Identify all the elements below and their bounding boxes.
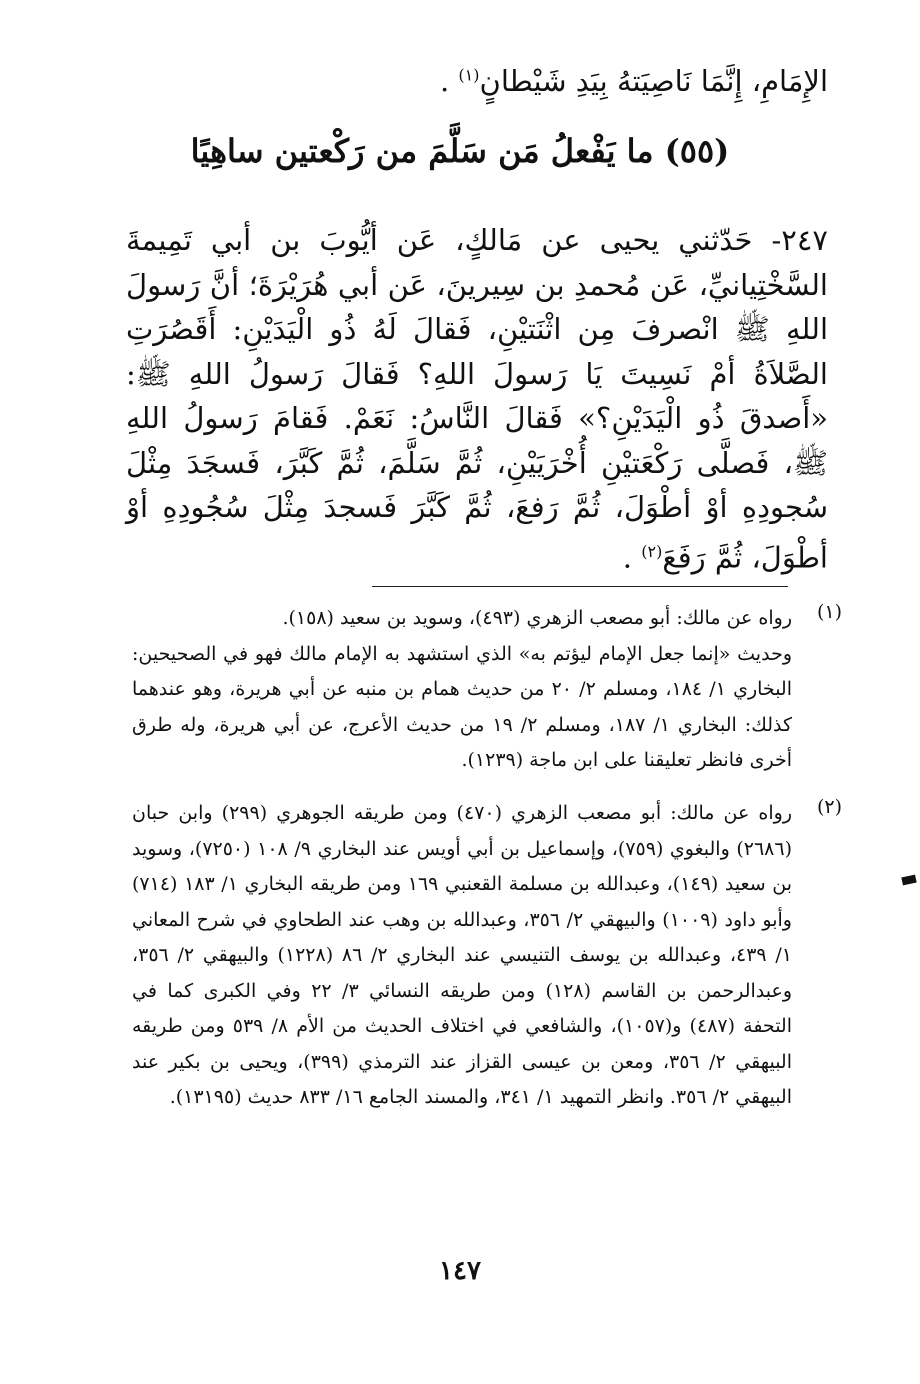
scan-mark: [901, 875, 916, 886]
footnote-2-paragraph-1: رواه عن مالك: أبو مصعب الزهري (٤٧٠) ومن طريقه الجوهري (٢٩٩) وابن حبان (٢٦٨٦) والبغوي (٧٥٩)، وإسماعيل بن أبي أويس عند البخاري ٩/ ١٠٨ (٧٢٥٠)، وسويد بن سعيد (١٤٩)، وعبدالله بن مسلمة القعنبي ١٦٩ ومن طريقه البخاري ١/ ١٨٣ (٧١٤) وأبو داود (١٠٠٩) والبيهقي ٢/ ٣٥٦، وعبدالله بن وهب عند الطحاوي في شرح المعاني ١/ ٤٣٩، وعبدالله بن يوسف التنيسي عند البخاري ٢/ ٨٦ (١٢٢٨) والبيهقي ٢/ ٣٥٦، وعبدالرحمن بن القاسم (١٢٨) ومن طريقه النسائي ٣/ ٢٢ وفي الكبرى كما في التحفة (٤٨٧) و(١٠٥٧)، والشافعي في اختلاف الحديث من الأم ٨/ ٥٣٩ ومن طريقه البيهقي ٢/ ٣٥٦، ومعن بن عيسى القزاز عند الترمذي (٣٩٩)، ويحيى بن بكير عند البيهقي ٢/ ٣٥٦. وانظر التمهيد ١/ ٣٤١، والمسند الجامع ١٦/ ٨٣٣ حديث (١٣١٩٥).: [132, 802, 793, 1108]
footnote-ref-2: (٢): [641, 541, 663, 561]
hadith-end: .: [622, 540, 642, 575]
continuation-text: الإِمَامِ، إِنَّمَا نَاصِيَتهُ بِيَدِ شَيْطانٍ: [479, 64, 828, 98]
hadith-paragraph: [126, 218, 828, 580]
continuation-end: .: [439, 64, 459, 98]
footnote-1-paragraph-2: وحديث «إنما جعل الإمام ليؤتم به» الذي استشهد به الإمام مالك فهو في الصحيحين: البخاري ١/ ١٨٤، ومسلم ٢/ ٢٠ من حديث همام بن منبه عن أبي هريرة، وهو عندهما كذلك: البخاري ١/ ١٨٧، ومسلم ٢/ ١٩ من حديث الأعرج، عن أبي هريرة، وله طرق أخرى فانظر تعليقنا على ابن ماجة (١٢٣٩).: [132, 642, 793, 771]
footnote-2: [132, 796, 792, 1116]
footnote-separator: [372, 586, 788, 587]
chapter-heading: (٥٥) ما يَفْعلُ مَن سَلَّمَ من رَكْعتين ساهِيًا: [190, 132, 730, 170]
footnote-1-paragraph-1: رواه عن مالك: أبو مصعب الزهري (٤٩٣)، وسويد بن سعيد (١٥٨).: [282, 607, 792, 629]
hadith-body: ٢٤٧- حَدّثني يحيى عن مَالكٍ، عَن أيُّوبَ بن أبي تَمِيمةَ السَّخْتِيانيِّ، عَن مُحمدِ بن سِيرينَ، عَن أبي هُرَيْرَةَ؛ أنَّ رَسولَ اللهِ ﷺ انْصرفَ مِن اثْنَتيْنِ، فَقالَ لَهُ ذُو الْيَدَيْنِ: أَقَصُرَتِ الصَّلاَةُ أمْ نَسِيتَ يَا رَسولَ اللهِ؟ فَقالَ رَسولُ اللهِ ﷺ: «أَصدقَ ذُو الْيَدَيْنِ؟» فَقالَ النَّاسُ: نَعَمْ. فَقامَ رَسولُ اللهِ ﷺ، فَصلَّى رَكْعَتيْنِ أُخْرَيَيْنِ، ثُمَّ سَلَّمَ، ثُمَّ كَبَّرَ، فَسجَدَ مِثْلَ سُجودِهِ أوْ أطْوَلَ، ثُمَّ رَفعَ، ثُمَّ كَبَّرَ فَسجدَ مِثْلَ سُجُودِهِ أوْ أطْوَلَ، ثُمَّ رَفَعَ: [126, 223, 828, 575]
page-number: ١٤٧: [439, 1256, 481, 1286]
footnote-1: [132, 601, 792, 779]
footnote-1-number: (١): [816, 601, 842, 623]
footnote-2-number: (٢): [816, 796, 842, 818]
hadith-text: [126, 218, 828, 580]
footnote-ref-1: (١): [458, 65, 480, 85]
continuation-line: [440, 64, 828, 98]
